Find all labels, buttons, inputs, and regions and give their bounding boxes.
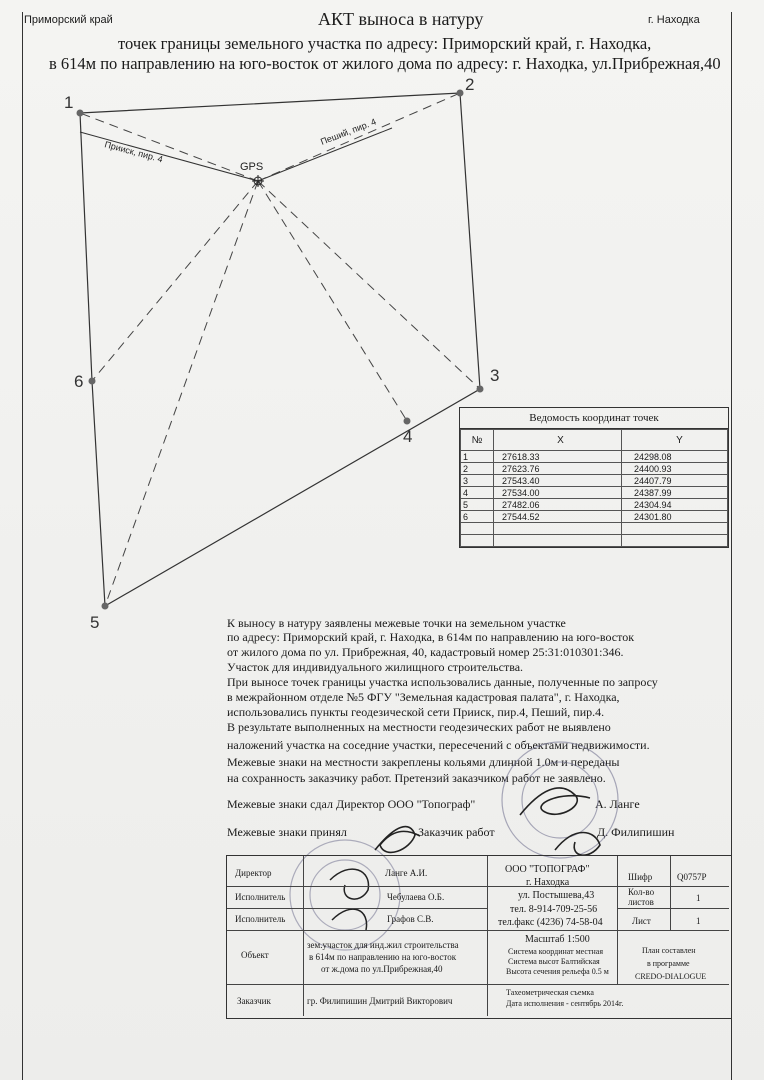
- table-row-empty: [461, 523, 728, 535]
- table-row: [461, 499, 728, 511]
- stamp-exec2-name: Графов С.В.: [387, 914, 434, 924]
- cell-x: 27623.76: [494, 463, 622, 475]
- stamp-sheet-value: 1: [696, 916, 701, 926]
- paragraph-line: в межрайонном отделе №5 ФГУ "Земельная кадастровая палата", г. Находка,: [227, 690, 620, 704]
- stamp-org-phone: тел. 8-914-709-25-56: [510, 904, 598, 915]
- gps-label: GPS: [240, 161, 264, 173]
- stamp-director-name: Ланге А.И.: [385, 868, 428, 878]
- stamp-exec1-role: Исполнитель: [235, 892, 286, 902]
- cell-x: 27543.40: [494, 475, 622, 487]
- stamp-relief-section: Высота сечения рельефа 0.5 м: [506, 967, 609, 976]
- paragraph-line: на сохранность заказчику работ. Претензий заказчиком работ не заявлено.: [227, 771, 606, 785]
- cell-x: 27534.00: [494, 487, 622, 499]
- paragraph-line: от жилого дома по ул. Прибрежная, 40, кадастровый номер 25:31:010301:346.: [227, 645, 624, 659]
- stamp-plan-line-2: в программе: [647, 959, 690, 968]
- subtitle-line-1: точек границы земельного участка по адресу: Приморский край, г. Находка,: [118, 34, 652, 53]
- table-row: [461, 451, 728, 463]
- point-label-1: 1: [64, 93, 74, 112]
- stamp-org-street: ул. Постышева,43: [518, 890, 595, 901]
- header-region: Приморский край: [24, 14, 113, 26]
- stamp-sheets-value: 1: [696, 893, 701, 903]
- ray-gps-2: [258, 93, 460, 181]
- paragraph-line: В результате выполненных на местности геодезических работ не выявлено: [227, 720, 611, 734]
- stamp-sheets-label: Кол-во: [628, 887, 655, 897]
- paragraph-line: по адресу: Приморский край, г. Находка, в 614м по направлению на юго-восток: [227, 630, 635, 644]
- header-x: X: [494, 430, 622, 451]
- cell-number: 1: [461, 451, 494, 463]
- point-label-2: 2: [465, 75, 475, 94]
- ray-gps-3: [258, 181, 480, 389]
- paragraph-line: Участок для индивидуального жилищного строительства.: [227, 660, 524, 674]
- stamp-plan-line-1: План составлен: [642, 946, 696, 955]
- stamp-plan-software: CREDO-DIALOGUE: [635, 972, 707, 981]
- stamp-customer-name: гр. Филипишин Дмитрий Викторович: [307, 996, 453, 1006]
- cell-number: 3: [461, 475, 494, 487]
- cell-y: 24407.79: [622, 475, 728, 487]
- stamp-object-line-2: в 614м по направлению на юго-восток: [309, 952, 457, 962]
- paragraph-line: наложений участка на соседние участки, пересечений с объектами недвижимости.: [227, 738, 650, 752]
- reference-label-priisk: Прииск, пир. 4: [103, 139, 164, 165]
- stamp-object-line-3: от ж.дома по ул.Прибрежная,40: [321, 964, 443, 974]
- ray-gps-5: [105, 181, 258, 606]
- signature-gave-name: А. Ланге: [595, 797, 640, 811]
- table-row: [461, 511, 728, 523]
- vertex-3: [477, 386, 484, 393]
- header-number: №: [461, 430, 494, 451]
- table-row: [461, 487, 728, 499]
- cell-number: 6: [461, 511, 494, 523]
- stamp-customer-label: Заказчик: [237, 996, 271, 1006]
- table-row: [461, 463, 728, 475]
- stamp-survey-type: Тахеометрическая съемка: [506, 988, 594, 997]
- cell-y: 24301.80: [622, 511, 728, 523]
- stamp-exec2-role: Исполнитель: [235, 914, 286, 924]
- stamp-exec1-name: Чебулаева О.Б.: [387, 892, 445, 902]
- point-label-5: 5: [90, 613, 100, 632]
- vertex-2: [457, 90, 464, 97]
- coordinates-header-row: [461, 430, 728, 451]
- subtitle-line-2: в 614м по направлению на юго-восток от жилого дома по адресу: г. Находка, ул.Прибрежная,40: [49, 54, 721, 73]
- header-city: г. Находка: [648, 14, 700, 26]
- cell-number: 4: [461, 487, 494, 499]
- stamp-org-fax: тел.факс (4236) 74-58-04: [498, 917, 603, 928]
- stamp-system-heights: Система высот Балтийская: [508, 957, 600, 966]
- signature-customer-name: Д. Филипишин: [597, 825, 675, 839]
- stamp-scale: Масштаб 1:500: [525, 934, 590, 945]
- cell-x: 27482.06: [494, 499, 622, 511]
- stamp-object-line-1: зем.участок для инд.жил строительства: [307, 940, 459, 950]
- stamp-system-coords: Система координат местная: [508, 947, 603, 956]
- reference-label-peshiy: Пеший, пир. 4: [319, 116, 378, 147]
- cell-y: 24400.93: [622, 463, 728, 475]
- signature-customer-role: Заказчик работ: [418, 825, 495, 839]
- cell-y: 24304.94: [622, 499, 728, 511]
- cell-y: 24298.08: [622, 451, 728, 463]
- coordinates-caption: Ведомость координат точек: [460, 408, 728, 429]
- stamp-code-label: Шифр: [628, 872, 653, 882]
- stamp-sheet-label: Лист: [632, 916, 651, 926]
- cell-number: 2: [461, 463, 494, 475]
- coordinates-table: [459, 407, 729, 548]
- vertex-6: [89, 378, 96, 385]
- stamp-survey-date: Дата исполнения - сентябрь 2014г.: [506, 999, 624, 1008]
- stamp-object-label: Объект: [241, 950, 269, 960]
- signature-gave-label: Межевые знаки сдал Директор ООО "Топограф": [227, 797, 476, 811]
- point-label-3: 3: [490, 366, 500, 385]
- vertex-1: [77, 110, 84, 117]
- ray-gps-4: [258, 181, 407, 421]
- cell-number: 5: [461, 499, 494, 511]
- paragraph-line: Межевые знаки на местности закреплены кольями длинной 1.0м и переданы: [227, 755, 620, 769]
- ray-gps-6: [92, 181, 258, 381]
- cell-y: 24387.99: [622, 487, 728, 499]
- document-title: АКТ выноса в натуру: [318, 9, 484, 29]
- signature-received-label: Межевые знаки принял: [227, 825, 347, 839]
- paragraph-line: При выносе точек границы участка использовались данные, полученные по запросу: [227, 675, 658, 689]
- point-label-6: 6: [74, 372, 84, 391]
- stamp-code-value: Q0757P: [677, 872, 707, 882]
- stamp-org-name: ООО "ТОПОГРАФ": [505, 864, 590, 875]
- table-row: [461, 475, 728, 487]
- point-label-4: 4: [403, 427, 413, 446]
- cell-x: 27618.33: [494, 451, 622, 463]
- stamp-org-city: г. Находка: [526, 877, 570, 888]
- vertex-5: [102, 603, 109, 610]
- stamp-director-role: Директор: [235, 868, 272, 878]
- table-row-empty: [461, 535, 728, 547]
- paragraph-line: использовались пункты геодезической сети Прииск, пир.4, Пеший, пир.4.: [227, 705, 605, 719]
- paragraph-line: К выносу в натуру заявлены межевые точки на земельном участке: [227, 616, 566, 630]
- stamp-sheets-label-2: листов: [628, 897, 654, 907]
- header-y: Y: [622, 430, 728, 451]
- boundary-line: [80, 93, 480, 606]
- cell-x: 27544.52: [494, 511, 622, 523]
- vertex-4: [404, 418, 411, 425]
- title-block: [226, 855, 732, 1019]
